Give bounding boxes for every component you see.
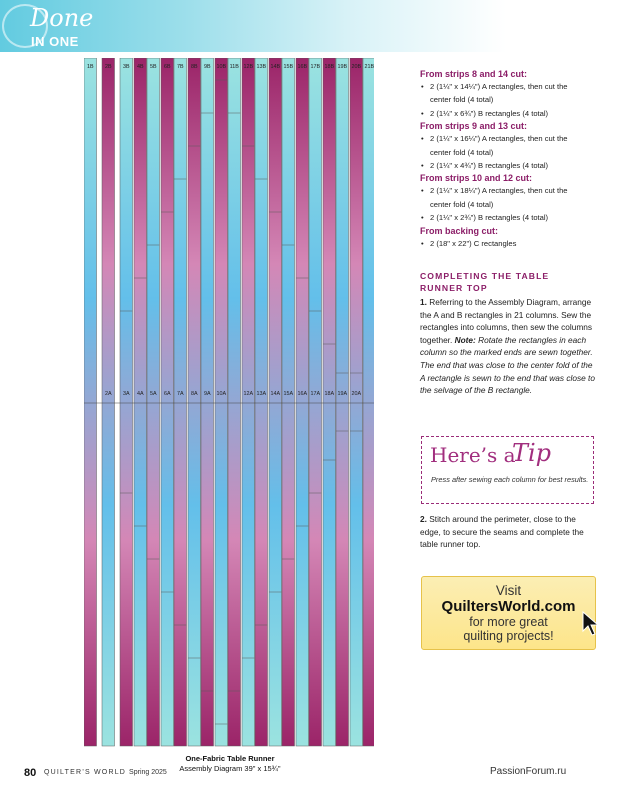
promo-line3: for more great: [469, 615, 548, 629]
column-6: [161, 58, 174, 746]
banner-title: Done: [30, 4, 94, 32]
cutting-instructions: [420, 68, 620, 250]
column-mid-label: 2A: [104, 391, 112, 397]
magazine-footer: [44, 769, 167, 776]
column-20: [350, 58, 363, 746]
column-1: [84, 58, 97, 746]
cut-heading: From strips 10 and 12 cut:: [420, 173, 533, 184]
column-mid-label: 19A: [337, 391, 348, 397]
cut-heading: From strips 9 and 13 cut:: [420, 121, 528, 132]
column-top-label: 14B: [270, 64, 281, 70]
column-top-label: 1B: [86, 64, 94, 70]
column-14: [269, 58, 282, 746]
column-19: [336, 58, 349, 746]
column-top-label: 17B: [310, 64, 321, 70]
step-2: 2. Stitch around the perimeter, close to the edge, to secure the seams and complete the table runner top.: [420, 514, 584, 550]
column-18: [323, 58, 336, 746]
cut-group-10-12: [420, 172, 620, 224]
list-item: center fold (4 total): [430, 147, 494, 157]
watermark: PassionForum.ru: [490, 766, 567, 777]
column-top-label: 15B: [283, 64, 294, 70]
column-mid-label: 12A: [243, 391, 254, 397]
tip-title: Here’s a: [430, 443, 516, 467]
column-3: [120, 58, 133, 746]
column-13: [255, 58, 268, 746]
column-top-label: 10B: [216, 64, 227, 70]
promo-line4: quilting projects!: [463, 629, 554, 643]
cut-heading: From backing cut:: [420, 225, 499, 236]
column-mid-label: 18A: [324, 391, 335, 397]
list-item: • 2 (1¼" x 2¾") B rectangles (4 total): [421, 213, 549, 223]
assembly-diagram: [84, 58, 374, 748]
website-promo[interactable]: [421, 576, 596, 650]
column-mid-label: 15A: [283, 391, 294, 397]
promo-visit: Visit: [495, 583, 522, 598]
tip-title-script: Tip: [512, 439, 552, 467]
column-4: [134, 58, 147, 746]
list-item: • 2 (1¼" x 16¼") A rectangles, then cut the: [421, 134, 568, 144]
column-top-label: 3B: [122, 64, 130, 70]
column-5: [147, 58, 160, 746]
column-top-label: 20B: [351, 64, 362, 70]
column-mid-label: 20A: [351, 391, 362, 397]
column-mid-label: 9A: [203, 391, 211, 397]
column-mid-label: 10A: [216, 391, 227, 397]
column-mid-label: 4A: [136, 391, 144, 397]
column-top-label: 18B: [324, 64, 335, 70]
list-item: • 2 (1¼" x 6¾") B rectangles (4 total): [421, 108, 549, 118]
column-16: [296, 58, 309, 746]
column-2: [102, 58, 115, 746]
caption-subtitle: Assembly Diagram 39" x 15¾": [179, 764, 281, 773]
column-top-label: 8B: [190, 64, 198, 70]
header-banner: [0, 0, 633, 52]
column-top-label: 6B: [163, 64, 171, 70]
column-10: [215, 58, 228, 746]
column-mid-label: 17A: [310, 391, 321, 397]
column-top-label: 11B: [229, 64, 239, 70]
diagram-caption: [150, 754, 310, 774]
step-1: 1. Referring to the Assembly Diagram, arrange the A and B rectangles in 21 columns. Sew the rectangles into columns, then sew the columns together. Note: Rotate the rectangles in each column so the marked ends are sewn together. The end that was close to the center fold of the A rectangle is sewn to the end that was close to the selvage of the B rectangle.: [420, 297, 595, 396]
cut-group-9-13: [420, 120, 620, 172]
column-mid-label: 8A: [190, 391, 198, 397]
page-number: 80: [24, 767, 37, 779]
column-mid-label: 13A: [256, 391, 267, 397]
banner-subtitle: IN ONE: [31, 34, 79, 49]
column-mid-label: 16A: [297, 391, 308, 397]
column-12: [242, 58, 255, 746]
issue-label: Spring 2025: [129, 769, 167, 776]
cut-group-backing: [420, 225, 620, 250]
column-top-label: 2B: [104, 64, 112, 70]
column-top-label: 13B: [256, 64, 267, 70]
list-item: center fold (4 total): [430, 95, 494, 105]
list-item: • 2 (1¼" x 4¾") B rectangles (4 total): [421, 161, 549, 171]
list-item: • 2 (1¼" x 14¼") A rectangles, then cut the: [421, 82, 568, 91]
column-top-label: 12B: [243, 64, 254, 70]
cut-group-8-14: [420, 68, 620, 120]
column-21: [363, 58, 374, 746]
mouse-cursor-icon: [582, 611, 600, 637]
tip-box: [421, 436, 594, 504]
column-top-label: 5B: [149, 64, 157, 70]
column-mid-label: 7A: [176, 391, 184, 397]
tip-text: Press after sewing each column for best results.: [431, 475, 589, 484]
column-9: [201, 58, 214, 746]
column-top-label: 19B: [337, 64, 348, 70]
promo-url-link[interactable]: QuiltersWorld.com: [441, 598, 576, 615]
list-item: • 2 (18" x 22") C rectangles: [421, 238, 517, 248]
column-11: [228, 58, 241, 746]
column-7: [174, 58, 187, 746]
list-item: • 2 (1¼" x 18¼") A rectangles, then cut the: [421, 186, 568, 196]
column-mid-label: 6A: [163, 391, 171, 397]
cut-heading: From strips 8 and 14 cut:: [420, 69, 528, 79]
column-top-label: 7B: [176, 64, 184, 70]
column-top-label: 21B: [364, 64, 374, 70]
column-top-label: 9B: [203, 64, 211, 70]
column-17: [309, 58, 322, 746]
column-mid-label: 3A: [122, 391, 130, 397]
magazine-name: QUILTER’S WORLD: [44, 769, 127, 776]
section-heading-completing: COMPLETING THE TABLE RUNNER TOP: [420, 271, 550, 293]
column-top-label: 16B: [297, 64, 308, 70]
assembly-diagram-svg: [84, 58, 374, 748]
column-mid-label: 14A: [270, 391, 281, 397]
column-8: [188, 58, 201, 746]
column-mid-label: 5A: [149, 391, 157, 397]
column-top-label: 4B: [136, 64, 144, 70]
caption-title: One-Fabric Table Runner: [185, 754, 275, 763]
column-15: [282, 58, 295, 746]
list-item: center fold (4 total): [430, 199, 494, 209]
